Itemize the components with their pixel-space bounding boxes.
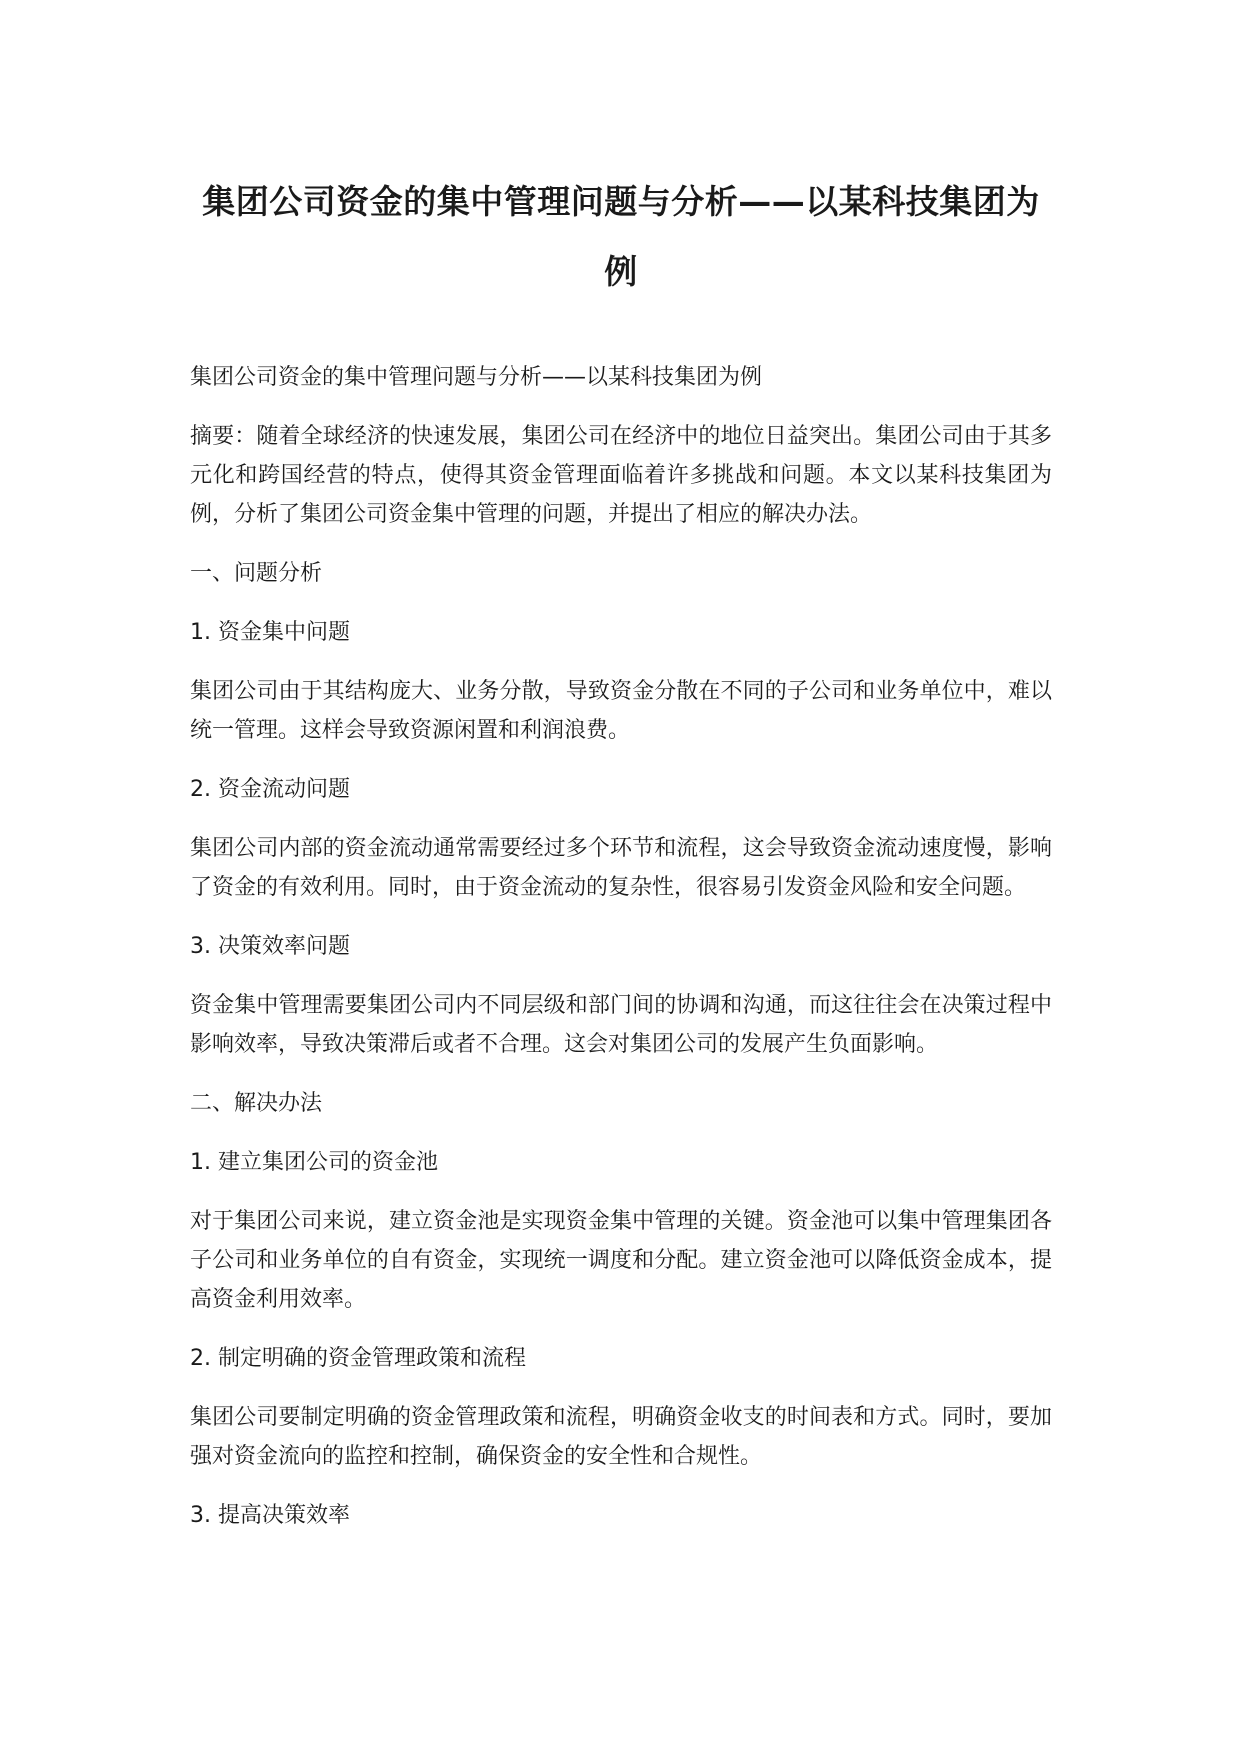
document-title-line-1: 集团公司资金的集中管理问题与分析——以某科技集团为 <box>202 182 1040 221</box>
paragraph-fund-flow: 集团公司内部的资金流动通常需要经过多个环节和流程，这会导致资金流动速度慢，影响了资金的有效利用。同时，由于资金流动的复杂性，很容易引发资金风险和安全问题。 <box>190 836 1052 900</box>
subheading-fund-concentration: 1. 资金集中问题 <box>190 620 350 645</box>
paragraph-policies-procedures: 集团公司要制定明确的资金管理政策和流程，明确资金收支的时间表和方式。同时，要加强对资金流向的监控和控制，确保资金的安全性和合规性。 <box>190 1405 1052 1469</box>
subheading-policies-procedures: 2. 制定明确的资金管理政策和流程 <box>190 1346 526 1371</box>
section-heading-solutions: 二、解决办法 <box>190 1091 323 1116</box>
document-title-line-2: 例 <box>604 252 638 291</box>
document-body <box>190 358 1052 1555</box>
subheading-fund-pool: 1. 建立集团公司的资金池 <box>190 1150 438 1175</box>
abstract-paragraph: 摘要：随着全球经济的快速发展，集团公司在经济中的地位日益突出。集团公司由于其多元化和跨国经营的特点，使得其资金管理面临着许多挑战和问题。本文以某科技集团为例，分析了集团公司资金集中管理的问题，并提出了相应的解决办法。 <box>190 424 1052 527</box>
paragraph-fund-pool: 对于集团公司来说，建立资金池是实现资金集中管理的关键。资金池可以集中管理集团各子公司和业务单位的自有资金，实现统一调度和分配。建立资金池可以降低资金成本，提高资金利用效率。 <box>190 1209 1052 1312</box>
subheading-improve-decision-efficiency: 3. 提高决策效率 <box>190 1503 350 1528</box>
subheading-fund-flow: 2. 资金流动问题 <box>190 777 350 802</box>
subtitle-paragraph: 集团公司资金的集中管理问题与分析——以某科技集团为例 <box>190 365 763 390</box>
section-heading-problem-analysis: 一、问题分析 <box>190 561 323 586</box>
paragraph-decision-efficiency: 资金集中管理需要集团公司内不同层级和部门间的协调和沟通，而这往往会在决策过程中影响效率，导致决策滞后或者不合理。这会对集团公司的发展产生负面影响。 <box>190 993 1052 1057</box>
subheading-decision-efficiency: 3. 决策效率问题 <box>190 934 350 959</box>
paragraph-fund-concentration: 集团公司由于其结构庞大、业务分散，导致资金分散在不同的子公司和业务单位中，难以统一管理。这样会导致资源闲置和利润浪费。 <box>190 679 1052 743</box>
